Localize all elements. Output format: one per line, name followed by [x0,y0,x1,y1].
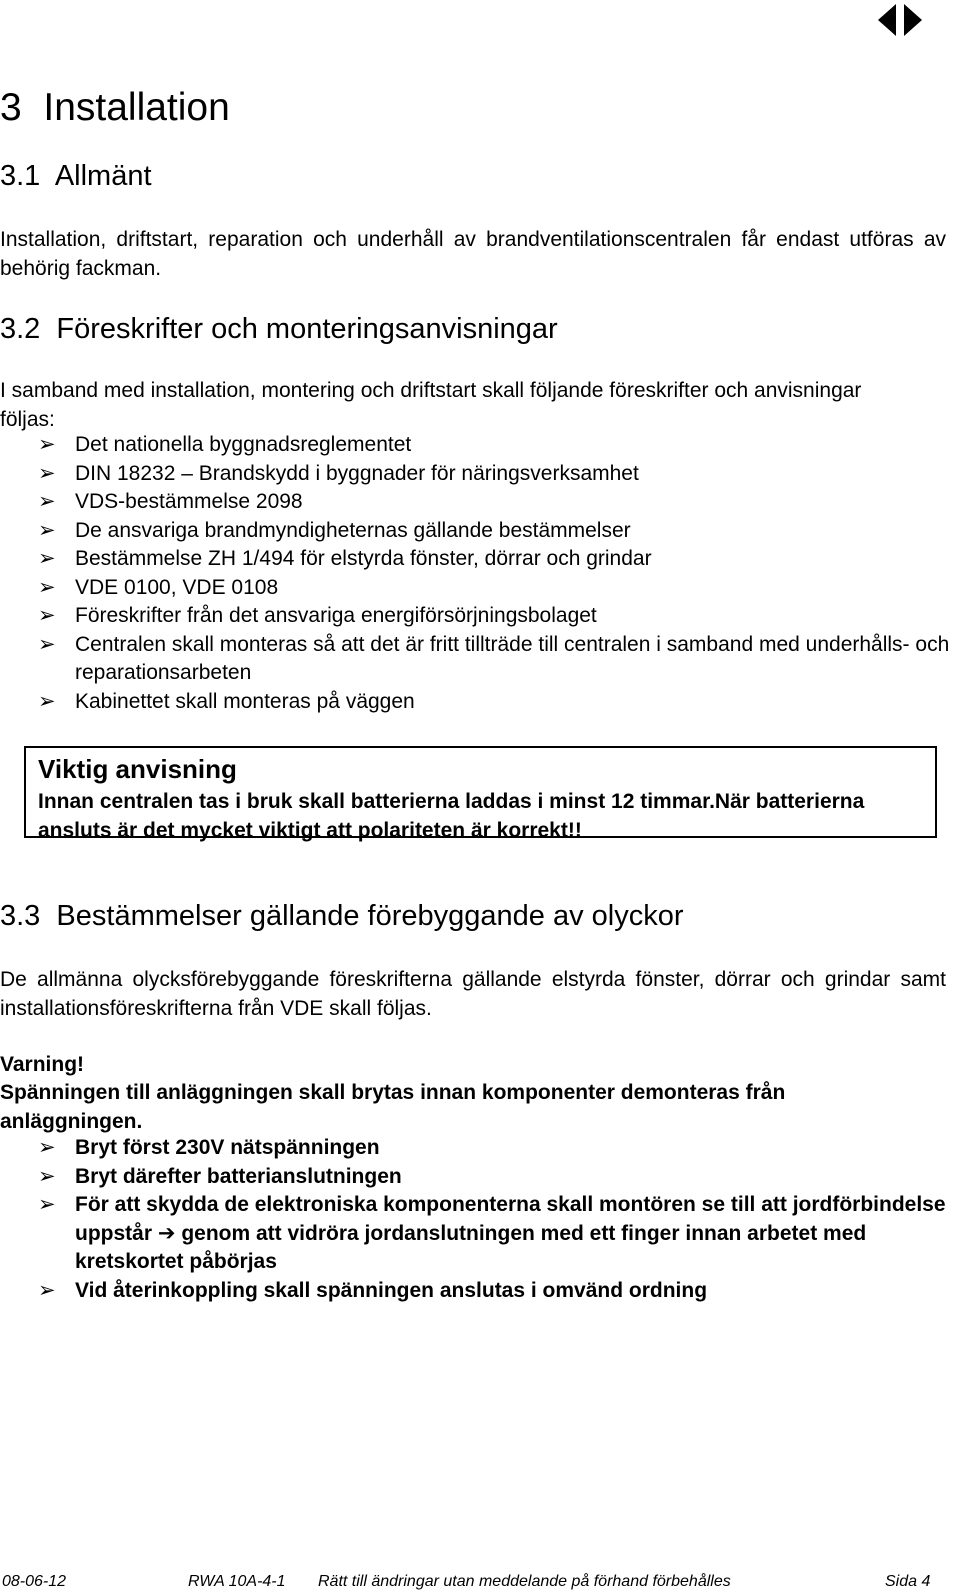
arrow-bullet-icon: ➢ [38,433,56,456]
section-3-3-text: De allmänna olycksförebyggande föreskrifterna gällande elstyrda fönster, dörrar och grindar samt installationsföreskrifterna från VDE skall följas. [0,968,946,1020]
section-3-1-text: Installation, driftstart, reparation och underhåll av brandventilationscentralen får endast utföras av behörig fackman. [0,228,946,280]
arrow-bullet-icon: ➢ [38,1193,56,1216]
arrow-bullet-icon: ➢ [38,518,56,542]
list-item: ➢ Vid återinkoppling skall spänningen anslutas i omvänd ordning [0,1277,950,1306]
right-arrow-icon: ➔ [157,1221,176,1245]
arrow-bullet-icon: ➢ [38,632,56,656]
regulations-list [0,431,950,716]
section-3-1-heading: 3.1 Allmänt [0,160,152,192]
list-item: ➢ VDS-bestämmelse 2098 [0,488,950,517]
warning-label: Varning! [0,1053,85,1076]
list-item: ➢ DIN 18232 – Brandskydd i byggnader för näringsverksamhet [0,460,950,489]
section-3-heading: 3 Installation [0,86,230,129]
list-item: ➢ Föreskrifter från det ansvariga energiförsörjningsbolaget [0,602,950,631]
list-item: ➢ Det nationella byggnadsreglementet [0,431,950,460]
important-notice-box [24,746,937,842]
prev-next-arrows-icon[interactable] [876,2,924,38]
arrow-bullet-icon: ➢ [38,1278,56,1302]
list-item: ➢ De ansvariga brandmyndigheternas gällande bestämmelser [0,517,950,546]
list-item: ➢ Bestämmelse ZH 1/494 för elstyrda fönster, dörrar och grindar [0,545,950,574]
arrow-bullet-icon: ➢ [38,547,56,570]
list-item: ➢ Bryt först 230V nätspänningen [0,1134,950,1163]
list-item: ➢ VDE 0100, VDE 0108 [0,574,950,603]
footer-page-number: Sida 4 [885,1573,931,1590]
section-3-2-heading: 3.2 Föreskrifter och monteringsanvisningar [0,313,558,345]
arrow-bullet-icon: ➢ [38,604,56,627]
notice-text: Innan centralen tas i bruk skall batterierna laddas i minst 12 timmar.När batterierna ansluts är det mycket viktigt att polariteten är korrekt!! [38,790,865,842]
list-item: ➢ Centralen skall monteras så att det är fritt tillträde till centralen i samband med underhålls- och reparationsarbeten [38,632,950,684]
section-3-3-heading: 3.3 Bestämmelser gällande förebyggande av olyckor [0,900,684,932]
list-item: ➢ För att skydda de elektroniska komponenterna skall montören se till att jordförbindelse uppstår ➔ genom att vidröra jordanslutningen med ett finger innan arbetet med kretskortet påbörjas [38,1193,946,1273]
section-3-2-intro: I samband med installation, montering och driftstart skall följande föreskrifter och anvisningar följas: [0,379,862,431]
notice-title: Viktig anvisning [38,754,237,784]
arrow-bullet-icon: ➢ [38,461,56,485]
arrow-bullet-icon: ➢ [38,490,56,513]
list-item: ➢ Kabinettet skall monteras på väggen [0,688,950,717]
arrow-bullet-icon: ➢ [38,689,56,713]
warning-text: Spänningen till anläggningen skall brytas innan komponenter demonteras från anläggningen. [0,1081,786,1133]
arrow-bullet-icon: ➢ [38,1164,56,1188]
safety-steps-list [0,1134,950,1305]
arrow-bullet-icon: ➢ [38,575,56,599]
arrow-bullet-icon: ➢ [38,1136,56,1159]
footer-notice: Rätt till ändringar utan meddelande på förhand förbehålles [318,1573,731,1590]
list-item: ➢ Bryt därefter batterianslutningen [0,1163,950,1192]
footer-doc-id: RWA 10A-4-1 [188,1573,286,1590]
footer-date: 08-06-12 [2,1573,67,1590]
